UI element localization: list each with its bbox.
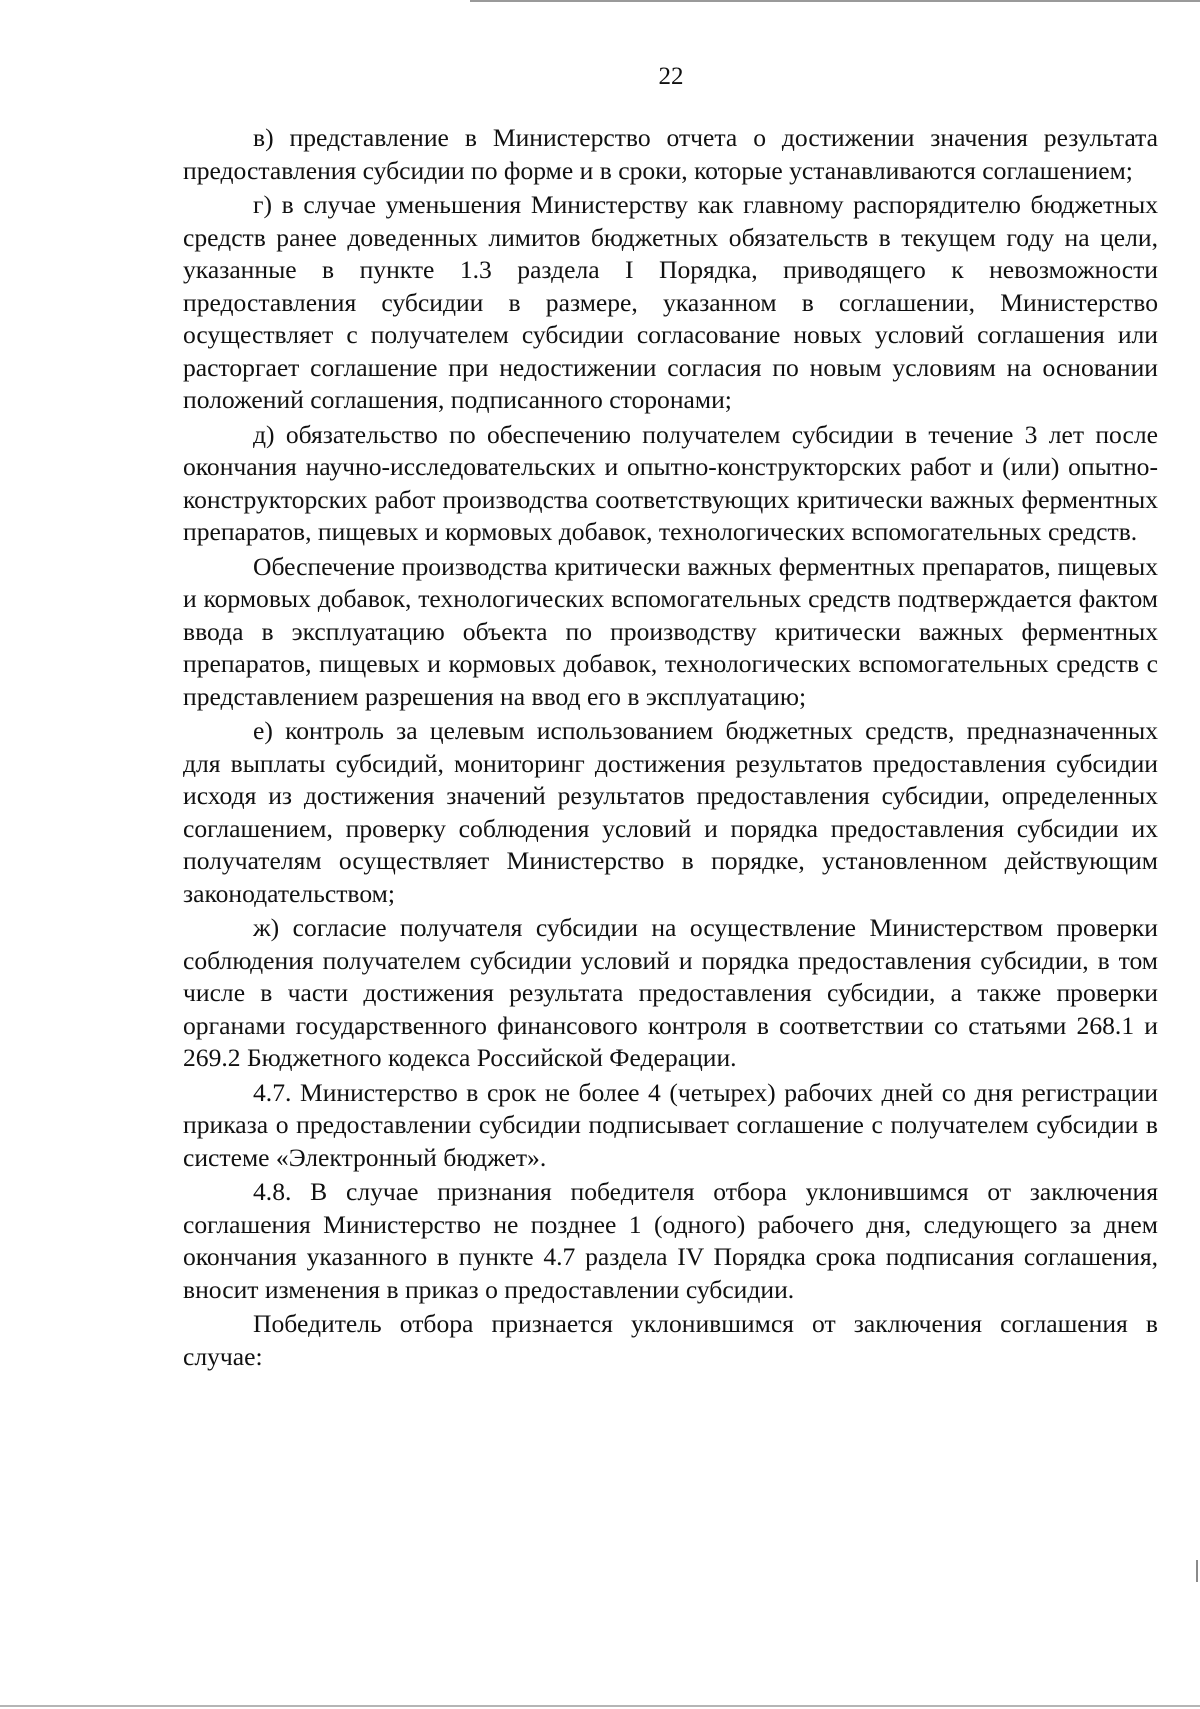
scan-edge-bottom bbox=[0, 1705, 1200, 1707]
paragraph-g-limits-reduction: г) в случае уменьшения Министерству как главному распорядителю бюджетных средств ранее доведенных лимитов бюджетных обязательств в текущем году на цели, указанные в пункте 1.3 раздела I Порядка, приводящего к невозможности предоставления субсидии в размере, указанном в соглашении, Министерство осуществляет с получателем субсидии согласование новых условий соглашения или расторгает соглашение при недостижении согласия по новым условиям на основании положений соглашения, подписанного сторонами; bbox=[183, 190, 1158, 414]
paragraph-v-report: в) представление в Министерство отчета о достижении значения результата предоставления субсидии по форме и в сроки, которые устанавливаются соглашением; bbox=[183, 123, 1158, 185]
paragraph-production-confirmation: Обеспечение производства критически важных ферментных препаратов, пищевых и кормовых добавок, технологических вспомогательных средств подтверждается фактом ввода в эксплуатацию объекта по производству критически важных ферментных препаратов, пищевых и кормовых добавок, технологических вспомогательных средств с представлением разрешения на ввод его в эксплуатацию; bbox=[183, 551, 1158, 711]
document-body bbox=[183, 122, 1158, 1375]
scan-edge-right bbox=[1196, 1560, 1198, 1582]
paragraph-zh-consent-to-audit: ж) согласие получателя субсидии на осуществление Министерством проверки соблюдения получателем субсидии условий и порядка предоставления субсидии, в том числе в части достижения результата предоставления субсидии, а также проверки органами государственного финансового контроля в соответствии со статьями 268.1 и 269.2 Бюджетного кодекса Российской Федерации. bbox=[183, 913, 1158, 1072]
paragraph-d-production-obligation: д) обязательство по обеспечению получателем субсидии в течение 3 лет после окончания научно-исследовательских и опытно-конструкторских работ и (или) опытно-конструкторских работ производства соответствующих критически важных ферментных препаратов, пищевых и кормовых добавок, технологических вспомогательных средств. bbox=[183, 419, 1158, 546]
scan-edge-top bbox=[470, 0, 1200, 2]
paragraph-4-8-evasion: 4.8. В случае признания победителя отбора уклонившимся от заключения соглашения Министерство не позднее 1 (одного) рабочего дня, следующего за днем окончания указанного в пункте 4.7 раздела IV Порядка срока подписания соглашения, вносит изменения в приказ о предоставлении субсидии. bbox=[183, 1177, 1158, 1304]
paragraph-4-7-agreement-signing: 4.7. Министерство в срок не более 4 (четырех) рабочих дней со дня регистрации приказа о предоставлении субсидии подписывает соглашение с получателем субсидии в системе «Электронный бюджет». bbox=[183, 1077, 1158, 1172]
paragraph-evasion-cases: Победитель отбора признается уклонившимся от заключения соглашения в случае: bbox=[183, 1309, 1158, 1371]
paragraph-e-control: е) контроль за целевым использованием бюджетных средств, предназначенных для выплаты субсидий, мониторинг достижения результатов предоставления субсидии исходя из достижения значений результатов предоставления субсидии, определенных соглашением, проверку соблюдения условий и порядка предоставления субсидии их получателям осуществляет Министерство в порядке, установленном действующим законодательством; bbox=[183, 716, 1158, 908]
page-number: 22 bbox=[658, 63, 684, 90]
